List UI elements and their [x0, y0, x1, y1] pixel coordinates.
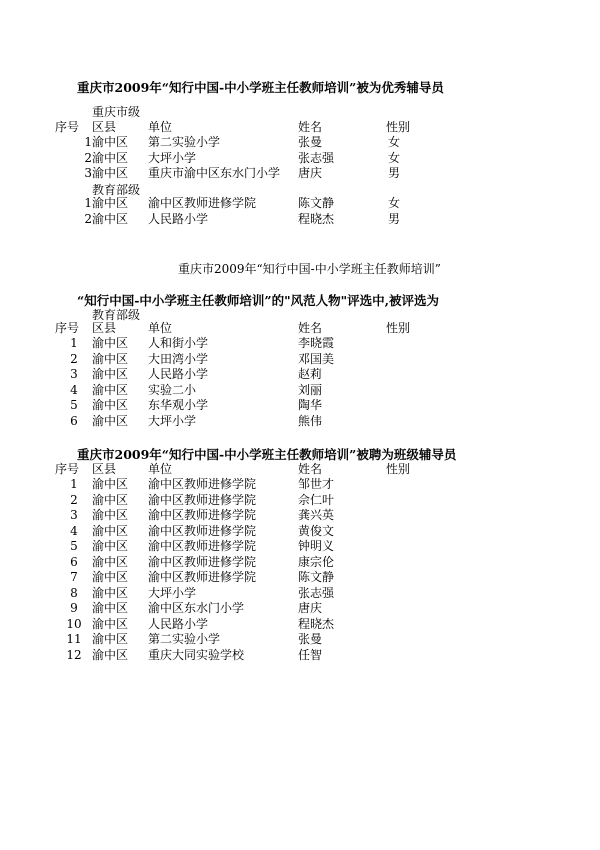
header-name: 姓名 [298, 462, 323, 476]
cell-name: 李晓霞 [298, 336, 335, 350]
cell-name: 康宗伦 [298, 554, 335, 569]
cell-name: 张志强 [298, 585, 335, 600]
cell-no: 8 [70, 585, 78, 600]
header-district: 区县 [92, 321, 117, 335]
table-row [0, 135, 600, 150]
cell-no: 1 [70, 336, 78, 350]
cell-no: 1 [84, 196, 92, 210]
header-no: 序号 [55, 120, 80, 134]
cell-district: 渝中区 [92, 351, 129, 366]
cell-gender: 男 [388, 211, 401, 226]
cell-no: 3 [84, 166, 92, 180]
cell-district: 渝中区 [92, 616, 129, 631]
cell-district: 渝中区 [92, 492, 129, 507]
cell-gender: 男 [388, 166, 401, 180]
cell-no: 3 [70, 508, 78, 522]
cell-no: 12 [66, 647, 82, 662]
table-row [0, 493, 600, 508]
cell-unit: 重庆市渝中区东水门小学 [148, 166, 281, 180]
cell-district: 渝中区 [92, 523, 129, 538]
header-district: 区县 [92, 120, 117, 134]
section3-title: 重庆市2009年“知行中国-中小学班主任教师培训”被聘为班级辅导员 [77, 447, 457, 462]
table-row [0, 151, 600, 166]
table-row [0, 539, 600, 554]
cell-no: 6 [70, 413, 78, 428]
cell-no: 2 [70, 351, 78, 366]
cell-name: 程晓杰 [298, 211, 335, 226]
header-unit: 单位 [148, 321, 173, 335]
cell-gender: 女 [388, 196, 401, 210]
cell-no: 5 [70, 539, 78, 553]
cell-unit: 大坪小学 [148, 150, 197, 165]
table-row [0, 601, 600, 616]
cell-name: 刘丽 [298, 382, 323, 397]
cell-no: 5 [70, 398, 78, 412]
cell-district: 渝中区 [92, 554, 129, 569]
cell-no: 7 [70, 570, 78, 584]
cell-district: 渝中区 [92, 166, 129, 180]
cell-name: 佘仁叶 [298, 492, 335, 507]
cell-district: 渝中区 [92, 539, 129, 553]
cell-unit: 大坪小学 [148, 585, 197, 600]
cell-unit: 第二实验小学 [148, 632, 221, 646]
cell-district: 渝中区 [92, 150, 129, 165]
cell-name: 陈文静 [298, 570, 335, 584]
section2-header-row [0, 321, 600, 336]
cell-district: 渝中区 [92, 477, 129, 491]
cell-name: 熊伟 [298, 413, 323, 428]
header-unit: 单位 [148, 120, 173, 134]
section2-title: “知行中国-中小学班主任教师培训”的"风范人物"评选中,被评选为 [77, 293, 439, 308]
cell-no: 4 [70, 382, 78, 397]
cell-unit: 渝中区教师进修学院 [148, 554, 257, 569]
cell-unit: 人民路小学 [148, 616, 209, 631]
cell-district: 渝中区 [92, 413, 129, 428]
cell-district: 渝中区 [92, 570, 129, 584]
header-district: 区县 [92, 462, 117, 476]
table-row [0, 383, 600, 398]
cell-unit: 渝中区教师进修学院 [148, 492, 257, 507]
cell-district: 渝中区 [92, 585, 129, 600]
cell-name: 黄俊文 [298, 523, 335, 538]
section2-group: 教育部级 [92, 308, 141, 322]
cell-name: 张曼 [298, 632, 323, 646]
header-gender: 性别 [386, 120, 411, 134]
cell-unit: 渝中区教师进修学院 [148, 570, 257, 584]
cell-no: 9 [70, 601, 78, 615]
header-name: 姓名 [298, 120, 323, 134]
cell-district: 渝中区 [92, 367, 129, 381]
table-row [0, 555, 600, 570]
cell-no: 2 [70, 492, 78, 507]
section1-header-row [0, 120, 600, 135]
section1-group-ministry: 教育部级 [92, 183, 141, 197]
cell-district: 渝中区 [92, 135, 129, 149]
cell-name: 陈文静 [298, 196, 335, 210]
header-no: 序号 [55, 462, 80, 476]
header-name: 姓名 [298, 321, 323, 335]
cell-unit: 渝中区教师进修学院 [148, 477, 257, 491]
table-row [0, 166, 600, 181]
table-row [0, 398, 600, 413]
header-gender: 性别 [386, 462, 411, 476]
cell-district: 渝中区 [92, 601, 129, 615]
table-row [0, 477, 600, 492]
cell-name: 任智 [298, 647, 323, 662]
cell-unit: 大田湾小学 [148, 351, 209, 366]
cell-unit: 渝中区教师进修学院 [148, 523, 257, 538]
cell-district: 渝中区 [92, 196, 129, 210]
section1-group-city: 重庆市级 [92, 105, 141, 119]
cell-district: 渝中区 [92, 398, 129, 412]
section2-pre-title: 重庆市2009年“知行中国-中小学班主任教师培训” [178, 262, 441, 276]
cell-district: 渝中区 [92, 211, 129, 226]
cell-name: 赵莉 [298, 367, 323, 381]
header-unit: 单位 [148, 462, 173, 476]
cell-name: 邓国美 [298, 351, 335, 366]
cell-no: 11 [66, 632, 82, 646]
cell-unit: 渝中区教师进修学院 [148, 196, 257, 210]
cell-name: 龚兴英 [298, 508, 335, 522]
cell-no: 2 [84, 150, 92, 165]
table-row [0, 632, 600, 647]
cell-unit: 渝中区教师进修学院 [148, 508, 257, 522]
section3-header-row [0, 462, 600, 477]
cell-no: 2 [84, 211, 92, 226]
cell-no: 10 [66, 616, 82, 631]
cell-unit: 第二实验小学 [148, 135, 221, 149]
cell-name: 程晓杰 [298, 616, 335, 631]
table-row [0, 617, 600, 632]
cell-district: 渝中区 [92, 382, 129, 397]
cell-no: 4 [70, 523, 78, 538]
cell-unit: 大坪小学 [148, 413, 197, 428]
cell-unit: 人民路小学 [148, 211, 209, 226]
cell-name: 钟明义 [298, 539, 335, 553]
cell-name: 唐庆 [298, 601, 323, 615]
table-row [0, 586, 600, 601]
table-row [0, 414, 600, 429]
cell-no: 3 [70, 367, 78, 381]
table-row [0, 352, 600, 367]
table-row [0, 212, 600, 227]
cell-name: 邹世才 [298, 477, 335, 491]
cell-district: 渝中区 [92, 336, 129, 350]
cell-unit: 渝中区教师进修学院 [148, 539, 257, 553]
cell-district: 渝中区 [92, 508, 129, 522]
cell-name: 张志强 [298, 150, 335, 165]
cell-gender: 女 [388, 135, 401, 149]
header-no: 序号 [55, 321, 80, 335]
cell-gender: 女 [388, 150, 401, 165]
table-row [0, 196, 600, 211]
table-row [0, 524, 600, 539]
cell-unit: 重庆大同实验学校 [148, 647, 245, 662]
cell-name: 唐庆 [298, 166, 323, 180]
table-row [0, 508, 600, 523]
cell-unit: 人和街小学 [148, 336, 209, 350]
cell-name: 张曼 [298, 135, 323, 149]
cell-district: 渝中区 [92, 647, 129, 662]
cell-unit: 东华观小学 [148, 398, 209, 412]
table-row [0, 570, 600, 585]
cell-unit: 人民路小学 [148, 367, 209, 381]
cell-district: 渝中区 [92, 632, 129, 646]
table-row [0, 367, 600, 382]
cell-no: 6 [70, 554, 78, 569]
cell-no: 1 [84, 135, 92, 149]
cell-no: 1 [70, 477, 78, 491]
section1-title: 重庆市2009年“知行中国-中小学班主任教师培训”被为优秀辅导员 [77, 80, 444, 95]
cell-unit: 渝中区东水门小学 [148, 601, 245, 615]
table-row [0, 648, 600, 663]
table-row [0, 336, 600, 351]
cell-name: 陶华 [298, 398, 323, 412]
header-gender: 性别 [386, 321, 411, 335]
cell-unit: 实验二小 [148, 382, 197, 397]
